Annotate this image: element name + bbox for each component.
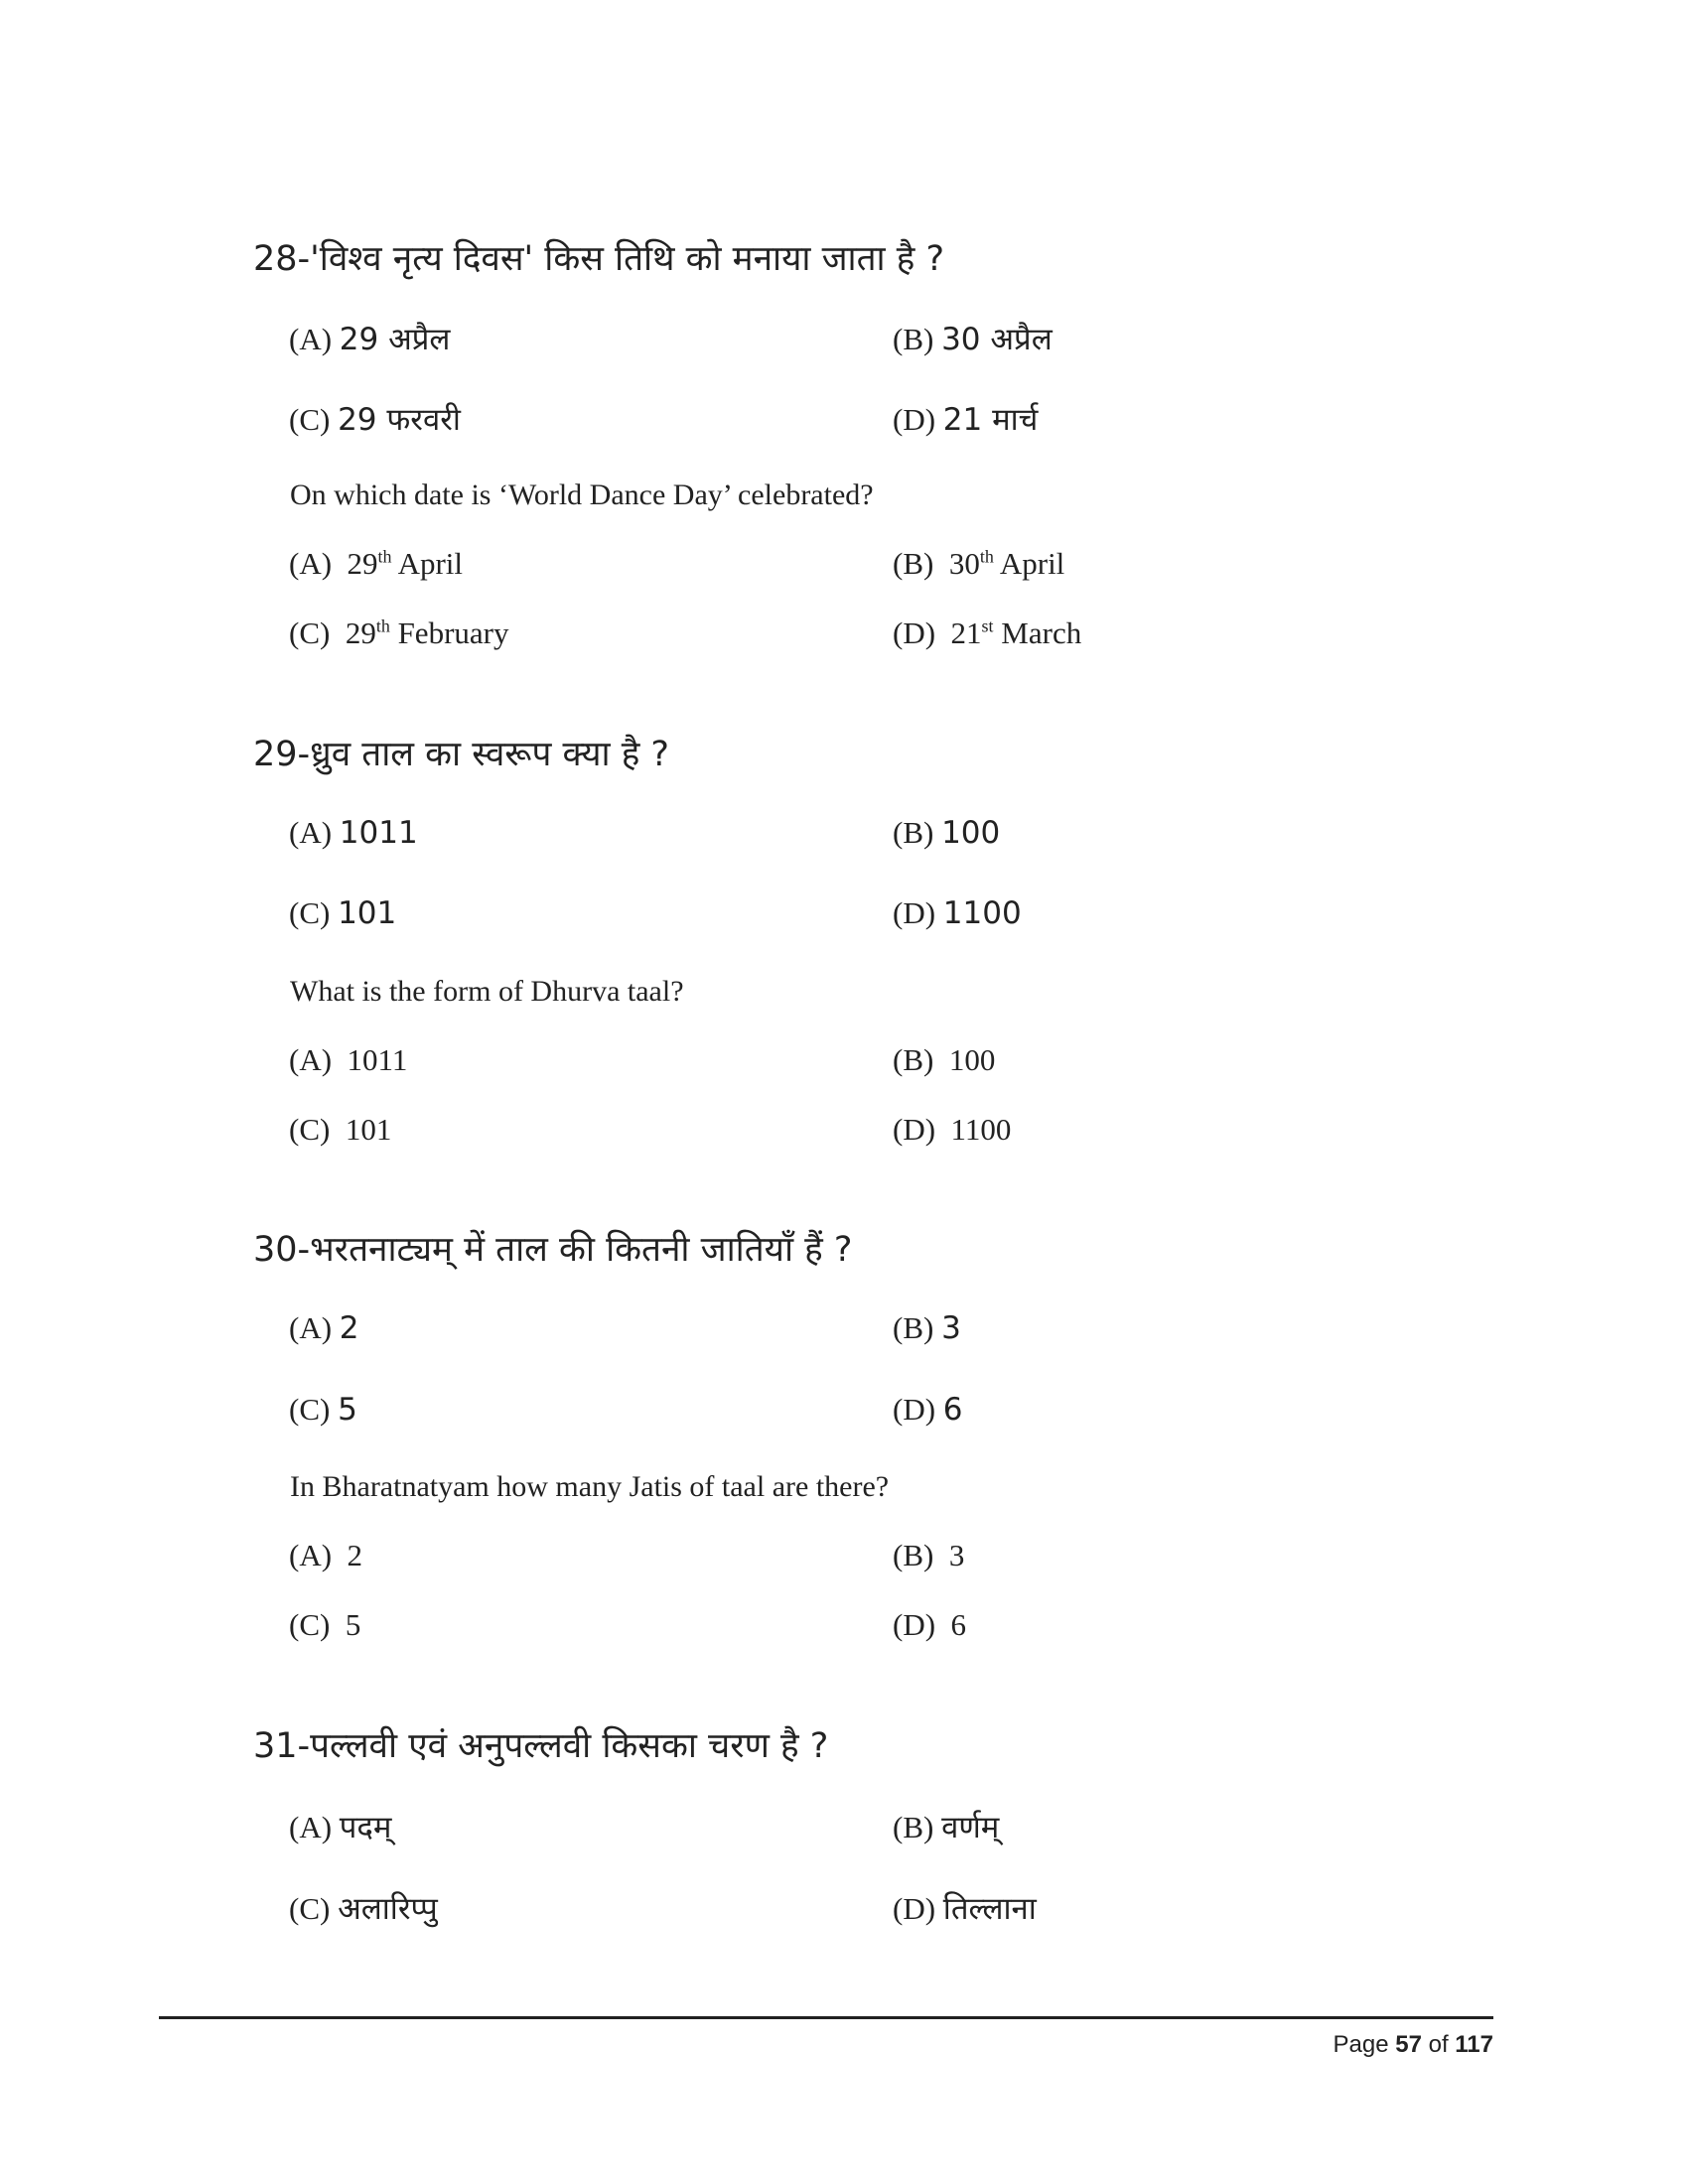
q28-en-option-a: (A) 29th April [289,546,464,581]
q29-hi-option-d: (D) 1100 [893,895,1022,931]
q28-hi-option-d: (D) 21 मार्च [893,402,1039,438]
q28-en-option-d: (D) 21st March [893,615,1082,650]
q31-hi-option-c: (C) अलारिप्पु [289,1891,438,1927]
q30-hi-option-a: (A) 2 [289,1310,359,1346]
q31-hi-option-d: (D) तिल्लाना [893,1891,1037,1927]
q29-hi-option-b: (B) 100 [893,815,1001,851]
q28-en-option-c: (C) 29th February [289,615,509,650]
question-31-hindi: 31-पल्लवी एवं अनुपल्लवी किसका चरण है ? [253,1726,829,1766]
q30-en-option-c: (C) 5 [289,1607,361,1642]
q30-en-option-b: (B) 3 [893,1538,965,1572]
question-30-hindi: 30-भरतनाट्यम् में ताल की कितनी जातियाँ हैं ? [253,1230,853,1270]
question-28-english: On which date is ‘World Dance Day’ celebrated? [290,478,874,511]
question-29-hindi: 29-ध्रुव ताल का स्वरूप क्या है ? [253,735,669,774]
q31-hi-option-a: (A) पदम् [289,1810,392,1845]
q31-hi-option-b: (B) वर्णम् [893,1810,1000,1845]
q28-en-option-b: (B) 30th April [893,546,1065,581]
q29-en-option-c: (C) 101 [289,1112,392,1147]
question-29-english: What is the form of Dhurva taal? [290,975,684,1008]
q30-en-option-a: (A) 2 [289,1538,363,1572]
q30-hi-option-b: (B) 3 [893,1310,961,1346]
q29-en-option-a: (A) 1011 [289,1042,408,1077]
q29-en-option-b: (B) 100 [893,1042,996,1077]
q28-hi-option-c: (C) 29 फरवरी [289,402,461,438]
q29-hi-option-a: (A) 1011 [289,815,418,851]
question-30-english: In Bharatnatyam how many Jatis of taal are there? [290,1470,890,1503]
q29-hi-option-c: (C) 101 [289,895,397,931]
q30-hi-option-d: (D) 6 [893,1392,963,1428]
q28-hi-option-b: (B) 30 अप्रैल [893,322,1053,357]
footer-divider [159,2016,1493,2019]
q29-en-option-d: (D) 1100 [893,1112,1012,1147]
q28-hi-option-a: (A) 29 अप्रैल [289,322,451,357]
q30-en-option-d: (D) 6 [893,1607,967,1642]
page-number: Page 57 of 117 [1333,2031,1493,2058]
question-28-hindi: 28-'विश्व नृत्य दिवस' किस तिथि को मनाया जाता है ? [253,239,945,279]
q30-hi-option-c: (C) 5 [289,1392,357,1428]
